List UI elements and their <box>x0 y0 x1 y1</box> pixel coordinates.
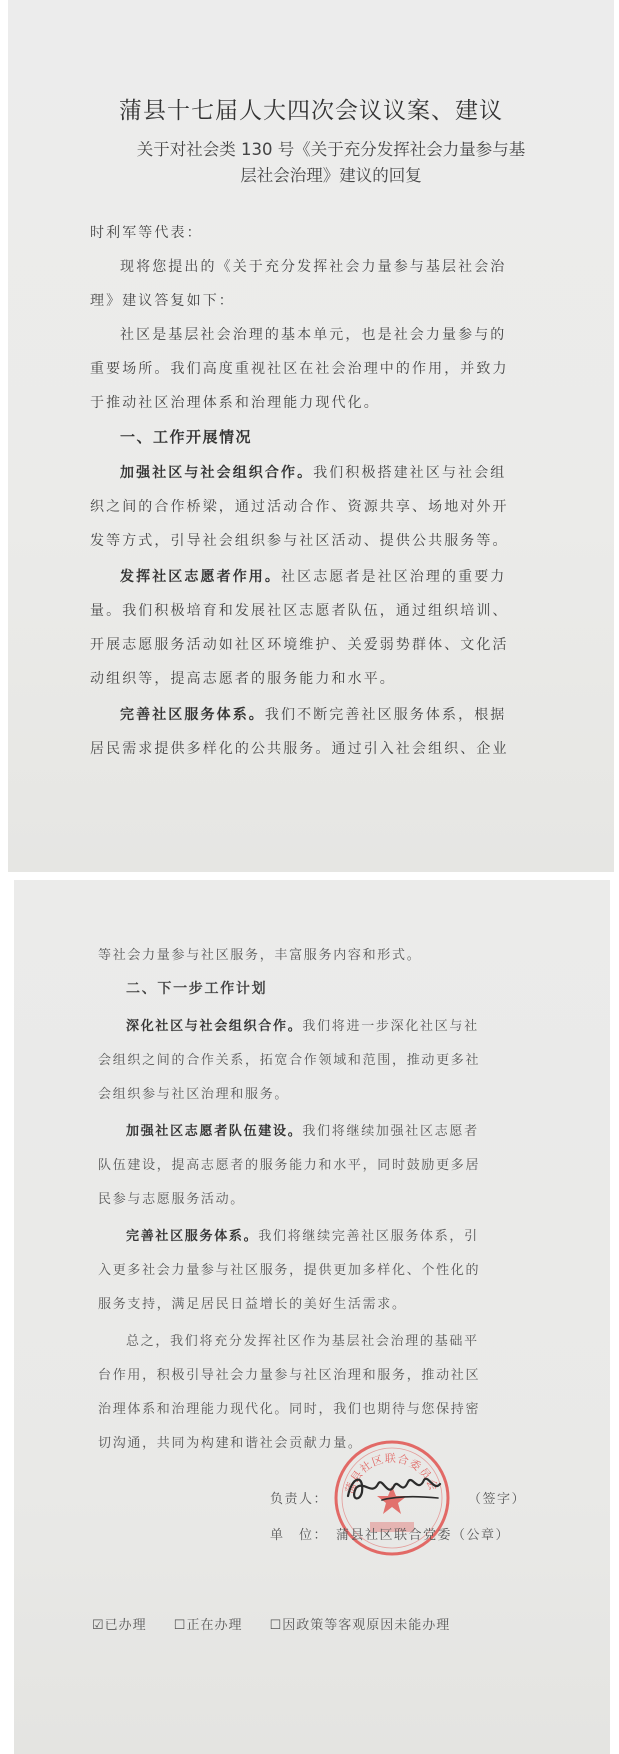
paragraph-text: 重要场所。我们高度重视社区在社会治理中的作用，并致力 <box>90 361 509 377</box>
document-subtitle-line-2: 层社会治理》建议的回复 <box>240 166 422 185</box>
status-in-progress-checkbox: ☐正在办理 <box>173 1618 243 1633</box>
item-lead: 加强社区与社会组织合作。 <box>120 465 314 481</box>
responsible-person-label: 负责人： <box>270 1492 329 1507</box>
item-lead: 深化社区与社会组织合作。 <box>126 1019 303 1034</box>
paragraph-text: 会组织参与社区治理和服务。 <box>98 1087 290 1102</box>
paragraph-text: 加强社区与社会组织合作。我们积极搭建社区与社会组 <box>120 465 507 481</box>
paragraph-text: 会组织之间的合作关系，拓宽合作领域和范围，推动更多社 <box>98 1053 481 1068</box>
paragraph-text: 治理体系和治理能力现代化。同时，我们也期待与您保持密 <box>98 1402 481 1417</box>
handwritten-signature <box>342 1466 452 1510</box>
status-done-checkbox: ☑已办理 <box>92 1618 147 1633</box>
intro-text: 现将您提出的《关于充分发挥社会力量参与基层社会治 <box>120 259 507 275</box>
paragraph-text: 于推动社区治理体系和治理能力现代化。 <box>90 395 380 411</box>
paragraph-text: 台作用，积极引导社会力量参与社区治理和服务，推动社区 <box>98 1368 481 1383</box>
paragraph-text: 总之，我们将充分发挥社区作为基层社会治理的基础平 <box>126 1334 479 1349</box>
paragraph-text: 居民需求提供多样化的公共服务。通过引入社会组织、企业 <box>90 741 509 757</box>
paragraph-text: 开展志愿服务活动如社区环境维护、关爱弱势群体、文化活 <box>90 637 509 653</box>
paragraph-text: 发等方式，引导社会组织参与社区活动、提供公共服务等。 <box>90 533 509 549</box>
paragraph-text: 深化社区与社会组织合作。我们将进一步深化社区与社 <box>126 1019 479 1034</box>
paragraph-text: 量。我们积极培育和发展社区志愿者队伍，通过组织培训、 <box>90 603 509 619</box>
unit-value: 蒲县社区联合党委（公章） <box>336 1528 511 1543</box>
processing-status-checkboxes <box>92 1614 472 1633</box>
paragraph-text: 动组织等，提高志愿者的服务能力和水平。 <box>90 671 396 687</box>
document-title: 蒲县十七届人大四次会议议案、建议 <box>119 98 503 124</box>
paragraph-text: 队伍建设，提高志愿者的服务能力和水平，同时鼓励更多居 <box>98 1158 481 1173</box>
section-heading-2: 二、下一步工作计划 <box>126 981 268 997</box>
item-lead: 完善社区服务体系。 <box>120 707 265 723</box>
paragraph-text: 入更多社会力量参与社区服务，提供更加多样化、个性化的 <box>98 1263 481 1278</box>
document-subtitle-line-1: 关于对社会类 130 号《关于充分发挥社会力量参与基 <box>136 140 526 159</box>
signature-note: （签字） <box>468 1492 527 1507</box>
item-lead: 发挥社区志愿者作用。 <box>120 569 281 585</box>
paragraph-text: 民参与志愿服务活动。 <box>98 1192 246 1207</box>
status-unable-checkbox: ☐因政策等客观原因未能办理 <box>269 1618 451 1633</box>
paragraph-text: 加强社区志愿者队伍建设。我们将继续加强社区志愿者 <box>126 1124 479 1139</box>
paragraph-text: 发挥社区志愿者作用。社区志愿者是社区治理的重要力 <box>120 569 507 585</box>
paragraph-text: 切沟通，共同为构建和谐社会贡献力量。 <box>98 1436 363 1451</box>
section-heading-1: 一、工作开展情况 <box>120 428 253 446</box>
document-page-1 <box>8 0 614 872</box>
seal-text: 蒲县社区联合委员会 <box>342 1451 441 1496</box>
unit-label: 单 位： <box>270 1528 329 1543</box>
item-lead: 完善社区服务体系。 <box>126 1229 259 1244</box>
item-lead: 加强社区志愿者队伍建设。 <box>126 1124 303 1139</box>
intro-text: 理》建议答复如下： <box>90 293 235 309</box>
paragraph-text: 等社会力量参与社区服务，丰富服务内容和形式。 <box>98 948 422 963</box>
paragraph-text: 社区是基层社会治理的基本单元，也是社会力量参与的 <box>120 327 507 343</box>
paragraph-text: 服务支持，满足居民日益增长的美好生活需求。 <box>98 1297 407 1312</box>
salutation: 时利军等代表： <box>90 225 203 241</box>
paragraph-text: 完善社区服务体系。我们将继续完善社区服务体系，引 <box>126 1229 479 1244</box>
paragraph-text: 织之间的合作桥梁，通过活动合作、资源共享、场地对外开 <box>90 499 509 515</box>
paragraph-text: 完善社区服务体系。我们不断完善社区服务体系，根据 <box>120 707 507 723</box>
